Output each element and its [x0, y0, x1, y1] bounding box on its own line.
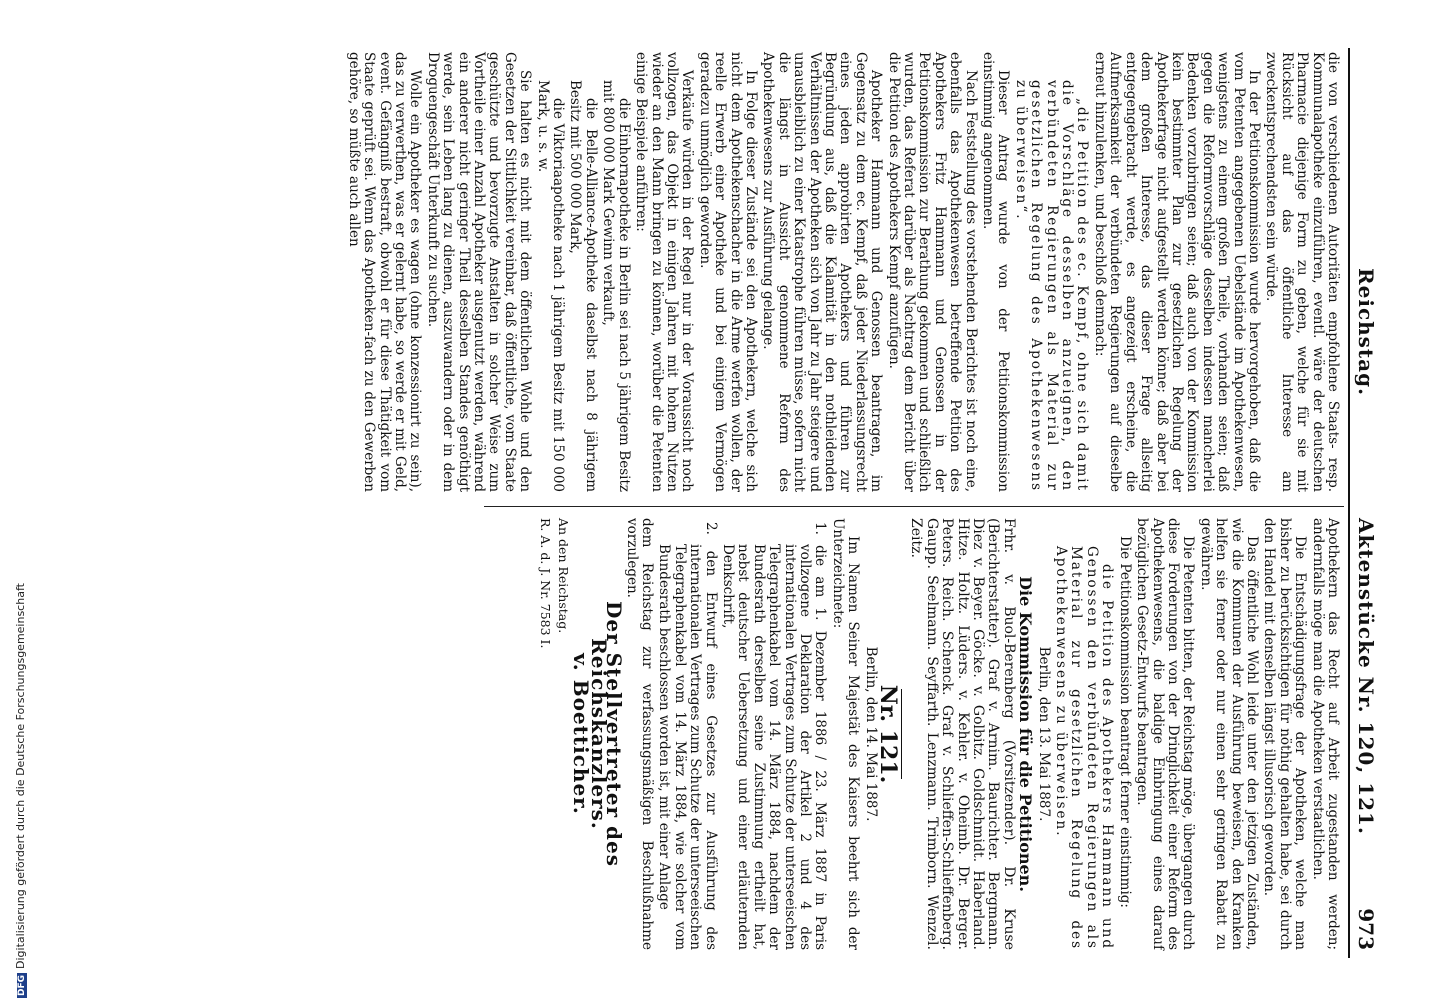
paragraph: In Folge dieser Zustände sei den Apothekern, welche sich nicht dem Apothekenschacher in die Arme werfen wollen, der reelle Erwerb einer Apotheke und bei einigem Vermögen geradezu unmöglich geworden.	[696, 52, 759, 492]
date-line: Berlin, den 13. Mai 1887.	[1035, 646, 1052, 822]
paragraph: Apothekern das Recht auf Arbeit zugestanden werden; andernfalls möge man die Apotheken verstaatlichen.	[1309, 518, 1341, 950]
commission-members: Frhr. v. Buol-Berenberg (Vorsitzender). Dr. Kruse (Berichterstatter). Graf v. Arnim. Baurichter. Bergmann. Diez v. Beyer. Göcke. v. Golbitz. Goldschmidt. Haberland. Hitze. Holtz. Lüders. v. Kehler. v. Oheimb. Dr. Berger. Peters. Reich. Schenck. Graf v. Schlieffen-Schlieffenberg. Gaupp. Seelmann. Seyffarth. Lenzmann. Trimborn. Wenzel. Zeitz.	[908, 518, 1017, 950]
right-column	[536, 518, 1340, 950]
example-item: die Belle-Alliance-Apotheke daselbst nach 8 jährigem Besitz mit 500 000 Mark,	[567, 80, 599, 492]
document-number: Nr. 121.	[875, 684, 902, 784]
addressee: An den Reichstag.	[555, 518, 571, 634]
list-item: 2. den Entwurf eines Gesetzes zur Ausführung des internationalen Vertrages zum Schutze der unterseeischen Telegraphenkabel vom 14. März 1884, wie solcher vom Bundesrath beschlossen worden ist, mit einer Anlage	[656, 522, 719, 950]
signature-title: Der Stellvertreter des Reichskanzlers.	[586, 601, 627, 867]
paragraph: Das öffentliche Wohl leide unter den jetzigen Zuständen, wie die Kommunen der Ausführung beweisen, den Kranken helfen sie ferner oder nur einen sehr geringen Rabatt zu gewähren.	[1197, 518, 1260, 950]
paragraph: Die Entschädigungsfrage der Apotheken, welche man bisher zu berücksichtigen für nöthig gehalten habe, sei durch den Handel mit denselben längst illusorisch geworden.	[1261, 518, 1309, 950]
separator-rule	[901, 689, 902, 779]
date-line: Berlin, den 14. Mai 1887.	[862, 646, 879, 822]
paragraph: Apotheker Hammann und Genossen beantragen, im Gegensatz zu dem ec. Kempf, daß jeder Niederlassungsrecht eines jeden approbirten Apothekers und führen zur Begründung aus, daß die Kalamität in den nothleidenden Verhältnissen der Apotheken sich von Jahr zu Jahr steigere und unausbleiblich zu einer Katastrophe führen müsse, sofern nicht die längst in Aussicht genommene Reform des Apothekenwesens zur Ausführung gelange.	[760, 52, 885, 492]
reference-number: R. A. d. J. Nr. 7583 I.	[538, 518, 554, 649]
signature-name: v. Boetticher.	[569, 653, 594, 815]
digitization-sidebar	[0, 0, 27, 1000]
motion-quote: die Petition des Apothekers Hammann und Genossen den verbündeten Regierungen als Material zur gesetzlichen Regelung des Apothekenwesens zu überweisen.	[1053, 546, 1116, 950]
paragraph: Die Petenten bitten, der Reichstag möge, übergangen durch diese Forderungen von der Dringlichkeit einer Reform des Apothekenwesens, die baldige Einbringung eines darauf bezüglichen Gesetz-Entwurfs beantragen.	[1134, 518, 1197, 950]
paragraph: Die Petitionskommission beantragt ferner einstimmig:	[1116, 536, 1133, 908]
paragraph: Im Namen Seiner Majestät des Kaisers beehrt sich der Unterzeichnete:	[829, 518, 862, 950]
list-item: 1. die am 1. Dezember 1886 / 23. März 1887 in Paris vollzogene Deklaration der Artikel 2 und 4 des internationalen Vertrages zum Schutze der unterseeischen Telegraphenkabel vom 14. März 1884, nachdem der Bundesrath derselben seine Zustimmung ertheilt hat, nebst deutscher Uebersetzung und einer erläuternden Denkschrift,	[719, 522, 829, 950]
page-number: 973	[1354, 908, 1378, 950]
document-page	[138, 48, 1380, 958]
sidebar-credit-text: Digitalisierung gefördert durch die Deutsche Forschungsgemeinschaft	[14, 583, 27, 969]
dfg-logo-icon: DFG	[17, 974, 27, 996]
paragraph: Nach Feststellung des vorstehenden Berichtes ist noch eine, ebenfalls das Apothekenwesen betreffende Petition des Apothekers Fritz Hammann und Genossen in der Petitionskommission zur Berathung gekommen und schließlich wurden, das Referat darüber als Nachtrag dem Bericht über die Petition des Apothekers Kempf anzufügen.	[885, 52, 979, 492]
header-left: Reichstag.	[1354, 268, 1378, 397]
example-item: die Viktoriaapotheke nach 1 jährigem Besitz mit 150 000 Mark, u. s. w.	[534, 80, 567, 492]
paragraph: In der Petitionskommission wurde hervorgehoben, daß die vom Petenten angegebenen Uebelstände im Apothekenwesen, wenigstens zu einem großen Theile, vorhanden seien; daß gegen die Reformvorschläge desselben indessen mancherlei Bedenken vorzubringen seien; daß auch von der Kommission kein bestimmter Plan zur gesetzlichen Regelung der Apothekerfrage nicht aufgestellt werden könne; daß aber bei dem großen Interesse, das dieser Frage allseitig entgegengebracht werde, es angezeigt erscheine, die Aufmerksamkeit der verbündeten Regierungen auf dieselbe erneut hinzulenken, und beschloß demnach:	[1091, 52, 1262, 492]
paragraph: Wolle ein Apotheker es wagen (ohne konzessionirt zu sein), das zu verwerthen, was er gelernt habe, so werde er mit Geld, event. Gefängniß bestraft, obwohl er für diese Thätigkeit vom Staate geprüft sei. Wenn das Apotheken-fach zu den Gewerben gehöre, so müßte auch allen	[345, 52, 424, 492]
paragraph: Verkäufe würden in der Regel nur in der Voraussicht noch vollzogen, das Objekt in einigen Jahren mit hohem Nutzen wieder an den Mann bringen zu können, worüber die Petenten einige Beispiele anführen:	[633, 52, 696, 492]
example-item: die Einhornapotheke in Berlin sei nach 5 jährigem Besitz mit 800 000 Mark Gewinn verkauft,	[600, 80, 632, 492]
page-header	[1348, 48, 1380, 958]
paragraph: Dieser Antrag wurde von der Petitionskommission einstimmig angenommen.	[980, 52, 1012, 492]
paragraph: Sie halten es nicht mit dem öffentlichen Wohle und den Gesetzen der Sittlichkeit vereinbar, daß öffentliche, vom Staate geschützte und bevorzugte Anstalten in solcher Weise zum Vortheile einer Anzahl Apotheker ausgenutzt werden, während ein anderer nicht geringer Theil desselben Standes genöthigt werde, sein Leben lang zu dienen, auszuwandern oder in dem Droguengeschäft Unterkunft zu suchen.	[424, 52, 534, 492]
paragraph: die von verschiedenen Autoritäten empfohlene Staats- resp. Kommunalapotheke einzuführen, eventl. wäre der deutschen Pharmacie diejenige Form zu geben, welche für sie mit Rücksicht auf das öffentliche Interesse am zweckentsprechendsten sein würde.	[1263, 52, 1341, 492]
commission-title: Die Kommission für die Petitionen.	[1016, 576, 1036, 892]
header-title: Aktenstücke Nr. 120, 121.	[1354, 518, 1378, 835]
motion-quote: „die Petition des ec. Kempf, ohne sich damit die Vorschläge desselben anzueignen, den verbündeten Regierungen als Material zur gesetzlichen Regelung des Apothekenwesens zu überweisen“.	[1012, 80, 1091, 492]
paragraph: dem Reichstag zur verfassungsmäßigen Beschlußnahme vorzulegen.	[623, 518, 655, 950]
left-column	[343, 52, 1340, 492]
sidebar-credit	[14, 583, 27, 998]
column-divider	[484, 506, 1344, 507]
